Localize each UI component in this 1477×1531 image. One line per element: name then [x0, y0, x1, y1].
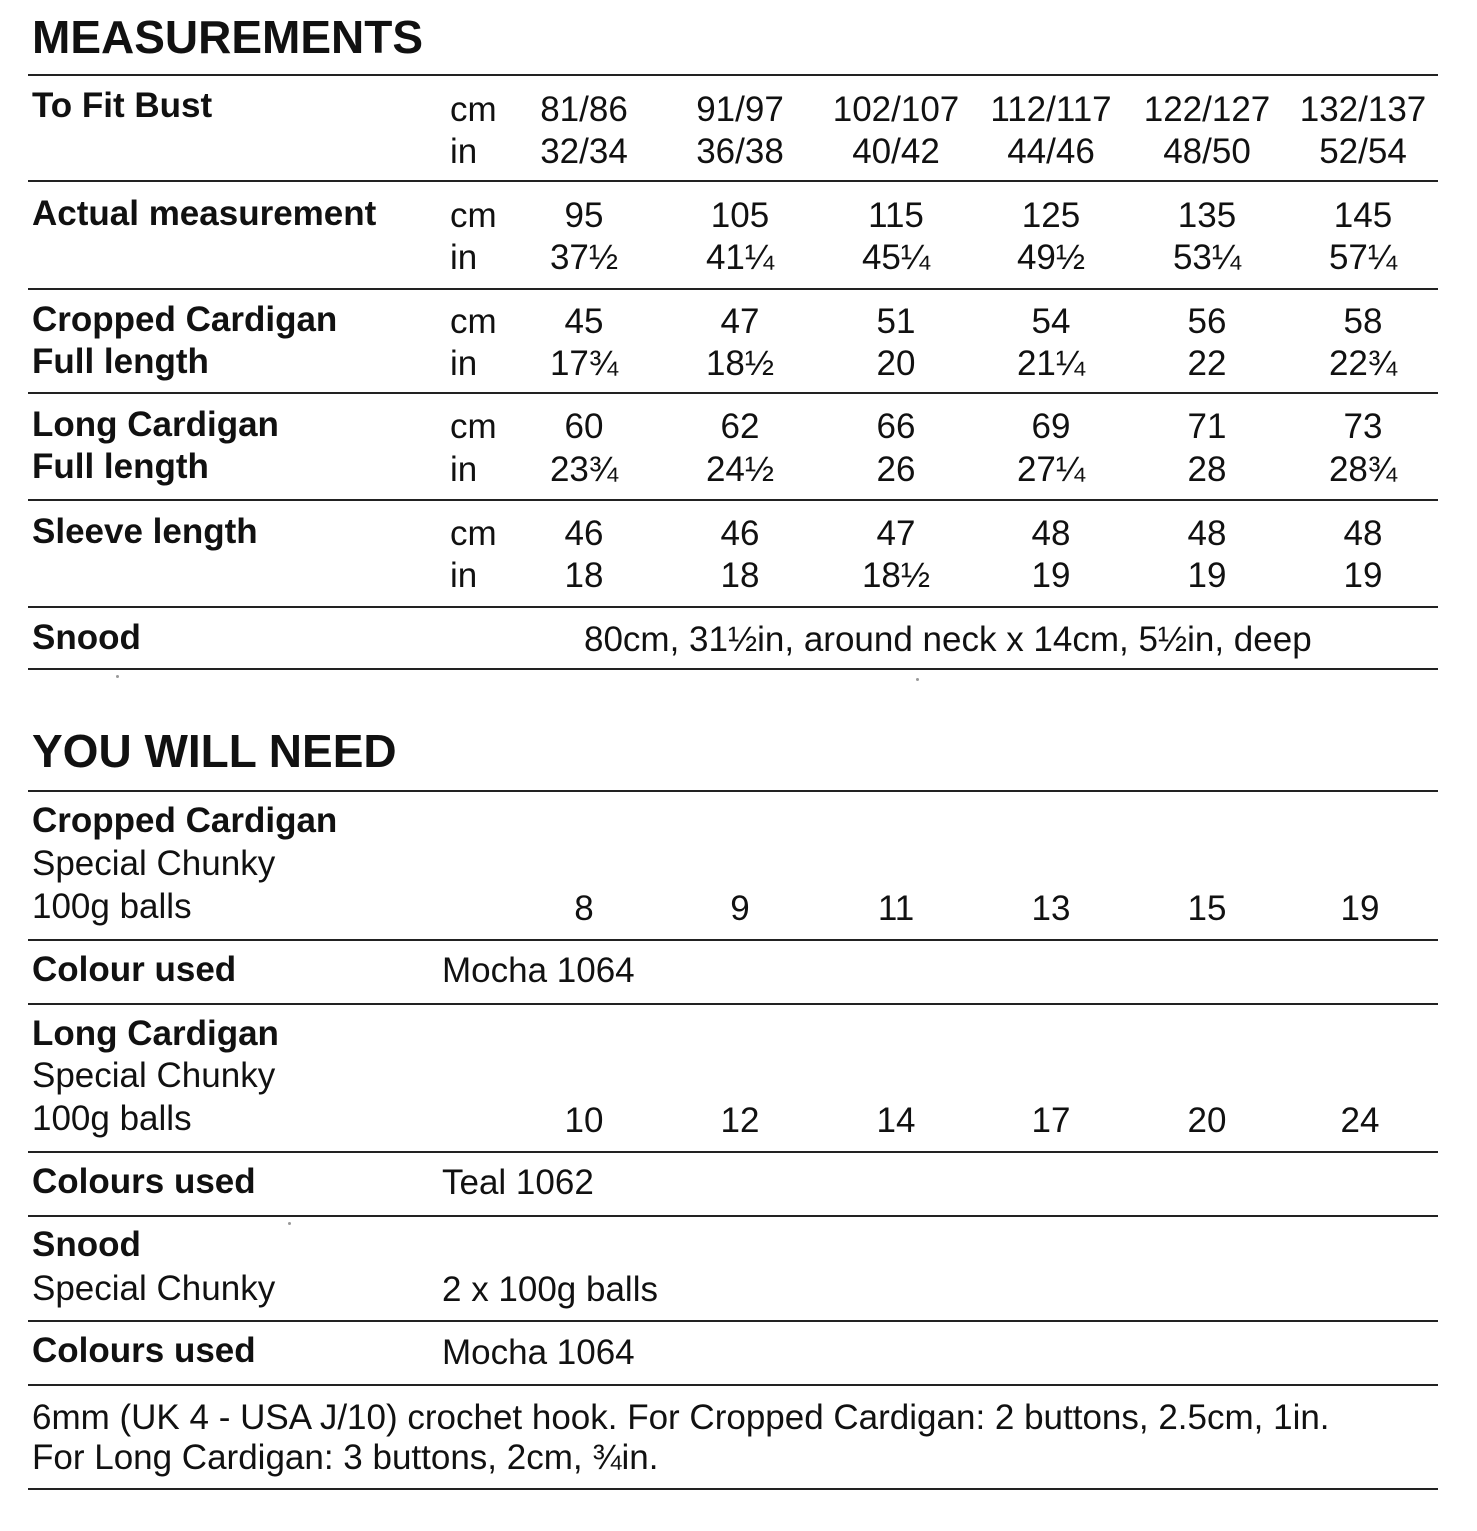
- divider: [28, 499, 1438, 501]
- sleeve-cm-3: 47: [876, 514, 916, 553]
- cropped-in-3: 20: [876, 344, 916, 383]
- sleeve-unit-cm: cm: [450, 514, 497, 553]
- need-cropped-qty-5: 15: [1187, 889, 1227, 928]
- bust-in-1: 32/34: [540, 132, 628, 171]
- divider: [28, 1215, 1438, 1217]
- actual-cm-5: 135: [1177, 196, 1237, 235]
- sleeve-cm-2: 46: [720, 514, 760, 553]
- need-cropped-yarn: Special Chunky: [32, 844, 276, 883]
- actual-cm-1: 95: [564, 196, 604, 235]
- scan-speck: [116, 675, 119, 678]
- cropped-cm-5: 56: [1187, 302, 1227, 341]
- bust-cm-4: 112/117: [990, 90, 1112, 129]
- notes-line-2: For Long Cardigan: 3 buttons, 2cm, ¾in.: [32, 1438, 659, 1477]
- divider: [28, 1151, 1438, 1153]
- actual-cm-3: 115: [868, 196, 924, 235]
- long-cm-2: 62: [720, 407, 760, 446]
- sleeve-unit-in: in: [450, 556, 478, 595]
- long-cm-5: 71: [1187, 407, 1227, 446]
- sleeve-in-6: 19: [1343, 556, 1383, 595]
- need-cropped-balls-label: 100g balls: [32, 887, 192, 926]
- actual-unit-in: in: [450, 238, 478, 277]
- cropped-in-5: 22: [1187, 344, 1227, 383]
- divider: [28, 939, 1438, 941]
- need-long-qty-3: 14: [876, 1101, 916, 1140]
- actual-cm-2: 105: [710, 196, 770, 235]
- bust-in-6: 52/54: [1319, 132, 1407, 171]
- need-long-qty-4: 17: [1031, 1101, 1071, 1140]
- sleeve-in-3: 18½: [861, 556, 931, 595]
- cropped-cm-1: 45: [564, 302, 604, 341]
- divider: [28, 180, 1438, 182]
- long-colour-label: Colours used: [32, 1162, 256, 1201]
- cropped-in-4: 21¼: [1016, 344, 1086, 383]
- long-colour-value: Teal 1062: [442, 1163, 594, 1202]
- long-full-length-label: Full length: [32, 447, 209, 486]
- sleeve-in-4: 19: [1031, 556, 1071, 595]
- long-cm-4: 69: [1031, 407, 1071, 446]
- long-in-4: 27¼: [1016, 450, 1086, 489]
- actual-in-1: 37½: [549, 238, 619, 277]
- need-cropped-qty-2: 9: [730, 889, 750, 928]
- actual-in-3: 45¼: [861, 238, 931, 277]
- bust-in-5: 48/50: [1163, 132, 1251, 171]
- actual-cm-6: 145: [1333, 196, 1393, 235]
- long-cm-1: 60: [564, 407, 604, 446]
- long-in-5: 28: [1187, 450, 1227, 489]
- actual-in-2: 41¼: [705, 238, 775, 277]
- measurements-heading: MEASUREMENTS: [32, 11, 424, 63]
- bust-unit-in: in: [450, 132, 478, 171]
- notes-line-1: 6mm (UK 4 - USA J/10) crochet hook. For Cropped Cardigan: 2 buttons, 2.5cm, 1in.: [32, 1398, 1330, 1437]
- cropped-cm-3: 51: [876, 302, 916, 341]
- sleeve-in-5: 19: [1187, 556, 1227, 595]
- divider: [28, 1003, 1438, 1005]
- divider: [28, 606, 1438, 608]
- need-cropped-qty-6: 19: [1340, 889, 1380, 928]
- need-long-yarn: Special Chunky: [32, 1056, 276, 1095]
- long-unit-in: in: [450, 450, 478, 489]
- sleeve-label: Sleeve length: [32, 512, 258, 551]
- need-cropped-qty-4: 13: [1031, 889, 1071, 928]
- actual-in-5: 53¼: [1172, 238, 1242, 277]
- sleeve-cm-1: 46: [564, 514, 604, 553]
- sleeve-in-2: 18: [720, 556, 760, 595]
- need-long-qty-1: 10: [564, 1101, 604, 1140]
- long-in-2: 24½: [705, 450, 775, 489]
- snood-label: Snood: [32, 618, 141, 657]
- long-cm-6: 73: [1343, 407, 1383, 446]
- cropped-cm-6: 58: [1343, 302, 1383, 341]
- actual-label: Actual measurement: [32, 194, 377, 233]
- bust-in-4: 44/46: [1007, 132, 1095, 171]
- long-unit-cm: cm: [450, 407, 497, 446]
- need-long-label: Long Cardigan: [32, 1014, 279, 1053]
- cropped-unit-in: in: [450, 344, 478, 383]
- cropped-colour-value: Mocha 1064: [442, 951, 635, 990]
- need-cropped-qty-1: 8: [574, 889, 594, 928]
- need-snood-yarn: Special Chunky: [32, 1269, 276, 1308]
- scan-speck: [288, 1222, 291, 1225]
- cropped-full-length-label: Full length: [32, 342, 209, 381]
- snood-dimensions: 80cm, 31½in, around neck x 14cm, 5½in, deep: [584, 620, 1312, 659]
- cropped-in-6: 22¾: [1328, 344, 1398, 383]
- sleeve-in-1: 18: [564, 556, 604, 595]
- sleeve-cm-5: 48: [1187, 514, 1227, 553]
- actual-unit-cm: cm: [450, 196, 497, 235]
- actual-cm-4: 125: [1021, 196, 1081, 235]
- divider: [28, 74, 1438, 76]
- cropped-in-2: 18½: [705, 344, 775, 383]
- cropped-label: Cropped Cardigan: [32, 300, 338, 339]
- actual-in-6: 57¼: [1328, 238, 1398, 277]
- snood-colour-value: Mocha 1064: [442, 1333, 635, 1372]
- cropped-colour-label: Colour used: [32, 950, 237, 989]
- long-in-3: 26: [876, 450, 916, 489]
- snood-colour-label: Colours used: [32, 1331, 256, 1370]
- need-long-qty-6: 24: [1340, 1101, 1380, 1140]
- bust-unit-cm: cm: [450, 90, 497, 129]
- divider: [28, 790, 1438, 792]
- need-cropped-label: Cropped Cardigan: [32, 801, 338, 840]
- long-in-6: 28¾: [1328, 450, 1398, 489]
- need-long-qty-2: 12: [720, 1101, 760, 1140]
- actual-in-4: 49½: [1016, 238, 1086, 277]
- divider: [28, 392, 1438, 394]
- you-will-need-heading: YOU WILL NEED: [32, 725, 397, 777]
- need-long-qty-5: 20: [1187, 1101, 1227, 1140]
- sleeve-cm-6: 48: [1343, 514, 1383, 553]
- cropped-cm-2: 47: [720, 302, 760, 341]
- bust-cm-6: 132/137: [1299, 90, 1427, 129]
- bust-cm-5: 122/127: [1143, 90, 1271, 129]
- long-label: Long Cardigan: [32, 405, 279, 444]
- divider: [28, 1384, 1438, 1386]
- sleeve-cm-4: 48: [1031, 514, 1071, 553]
- divider: [28, 1488, 1438, 1490]
- bust-in-3: 40/42: [852, 132, 940, 171]
- bust-in-2: 36/38: [696, 132, 784, 171]
- scan-speck: [916, 678, 919, 681]
- cropped-unit-cm: cm: [450, 302, 497, 341]
- bust-label: To Fit Bust: [32, 86, 213, 125]
- divider: [28, 1320, 1438, 1322]
- long-in-1: 23¾: [549, 450, 619, 489]
- divider: [28, 668, 1438, 670]
- long-cm-3: 66: [876, 407, 916, 446]
- need-snood-qty: 2 x 100g balls: [442, 1270, 658, 1309]
- divider: [28, 288, 1438, 290]
- need-cropped-qty-3: 11: [877, 889, 915, 928]
- need-snood-label: Snood: [32, 1225, 141, 1264]
- need-long-balls-label: 100g balls: [32, 1099, 192, 1138]
- cropped-cm-4: 54: [1031, 302, 1071, 341]
- bust-cm-3: 102/107: [832, 90, 960, 129]
- bust-cm-2: 91/97: [696, 90, 784, 129]
- cropped-in-1: 17¾: [549, 344, 619, 383]
- bust-cm-1: 81/86: [540, 90, 628, 129]
